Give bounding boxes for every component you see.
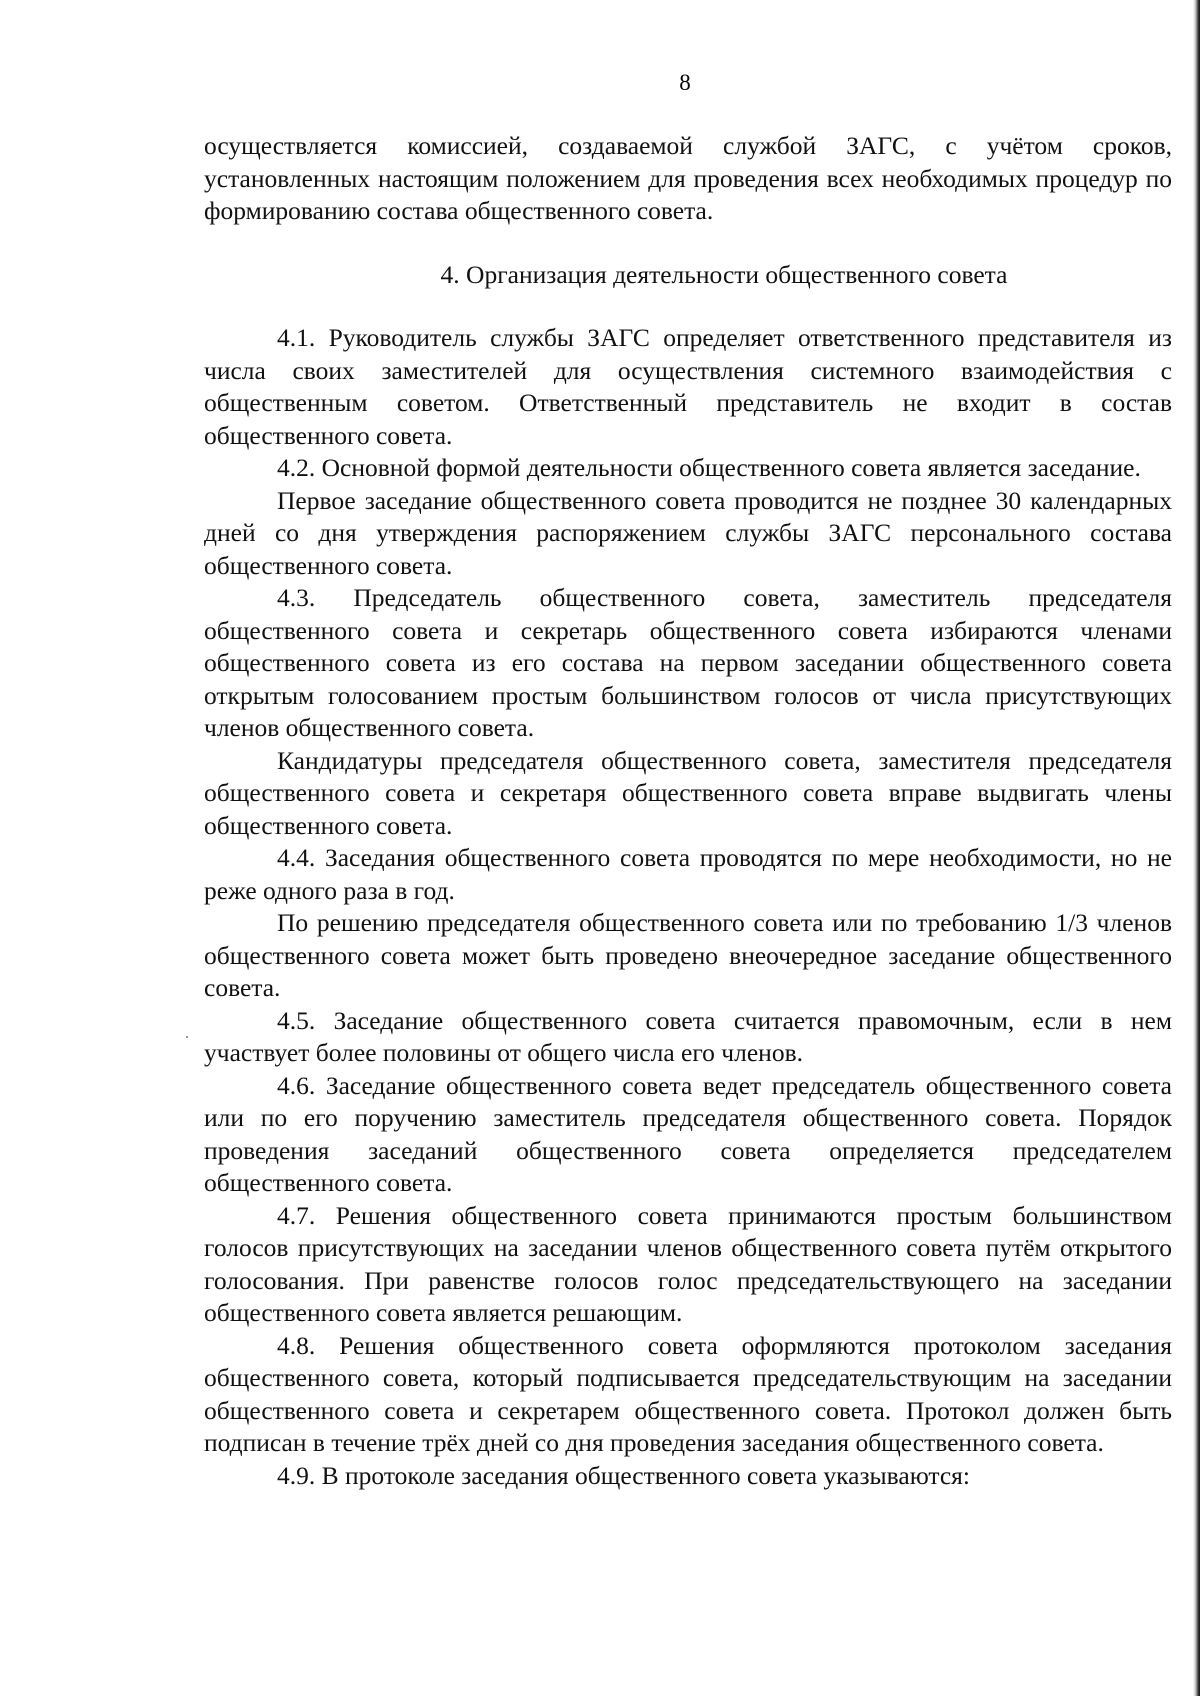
- paragraph-4-6: 4.6. Заседание общественного совета ведет председатель общественного совета или по его поручению заместитель председателя общественного совета. Порядок проведения заседаний общественного совета определяется председателем общественного совета.: [204, 1070, 1172, 1197]
- paragraph-4-4: 4.4. Заседания общественного совета проводятся по мере необходимости, но не реже одного раза в год.: [204, 843, 1172, 905]
- intro-paragraph: осуществляется комиссией, создаваемой службой ЗАГС, с учётом сроков, установленных настоящим положением для проведения всех необходимых процедур по формированию состава общественного совета.: [204, 131, 1172, 225]
- paragraph-4-2: 4.2. Основной формой деятельности общественного совета является заседание.: [277, 453, 1141, 482]
- scan-speck: [186, 1036, 188, 1038]
- paragraph-4-8: 4.8. Решения общественного совета оформляются протоколом заседания общественного совета, который подписывается председательствующим на заседании общественного совета и секретарем общественного совета. Протокол должен быть подписан в течение трёх дней со дня проведения заседания общественного совета.: [204, 1330, 1172, 1457]
- paragraph-4-3: 4.3. Председатель общественного совета, заместитель председателя общественного совета и секретарь общественного совета избираются членами общественного совета из его состава на первом заседании общественного совета открытым голосованием простым большинством голосов от числа присутствующих членов общественного совета.: [204, 583, 1172, 742]
- paragraph-candidates: Кандидатуры председателя общественного совета, заместителя председателя общественного совета и секретаря общественного совета вправе выдвигать члены общественного совета.: [204, 745, 1172, 840]
- paragraph-4-9: 4.9. В протоколе заседания общественного совета указываются:: [277, 1460, 970, 1490]
- paragraph-4-1: 4.1. Руководитель службы ЗАГС определяет ответственного представителя из числа своих заместителей для осуществления системного взаимодействия с общественным советом. Ответственный представитель не входит в состав общественного совета.: [204, 323, 1172, 450]
- scan-edge-shadow: [1193, 0, 1200, 1696]
- paragraph-extraordinary-meeting: По решению председателя общественного совета или по требованию 1/3 членов общественного совета может быть проведено внеочередное заседание общественного совета.: [204, 908, 1172, 1002]
- page-number: 8: [679, 70, 691, 95]
- paragraph-4-7: 4.7. Решения общественного совета принимаются простым большинством голосов присутствующих на заседании членов общественного совета путём открытого голосования. При равенстве голосов голос председательствующего на заседании общественного совета является решающим.: [204, 1200, 1172, 1327]
- paragraph-first-meeting: Первое заседание общественного совета проводится не позднее 30 календарных дней со дня утверждения распоряжением службы ЗАГС персонального состава общественного совета.: [204, 485, 1172, 580]
- document-body: [204, 130, 1172, 1492]
- section-heading: 4. Организация деятельности общественного совета: [440, 259, 1008, 289]
- paragraph-4-5: 4.5. Заседание общественного совета считается правомочным, если в нем участвует более половины от общего числа его членов.: [204, 1005, 1172, 1067]
